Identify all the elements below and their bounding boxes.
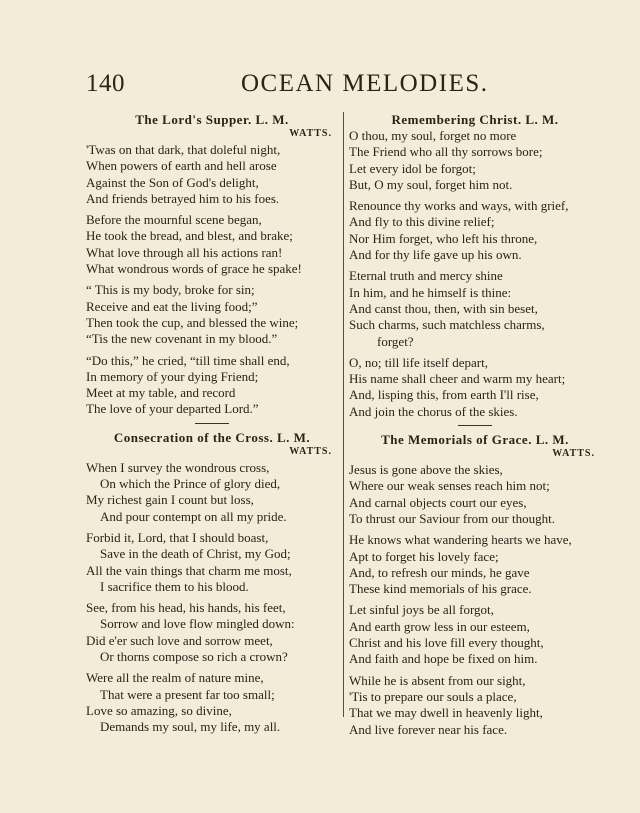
verse-line: Did e'er such love and sorrow meet, — [86, 632, 273, 648]
verse-line: To thrust our Saviour from our thought. — [349, 510, 555, 526]
verse-line: Or thorns compose so rich a crown? — [100, 649, 288, 665]
verse-line: Love so amazing, so divine, — [86, 702, 232, 718]
left-column — [86, 112, 338, 741]
verse-line: Against the Son of God's delight, — [86, 174, 259, 190]
stanza — [349, 128, 601, 193]
stanza — [349, 532, 601, 597]
verse-line: On which the Prince of glory died, — [100, 476, 281, 492]
verse-line: Where our weak senses reach him not; — [349, 478, 550, 494]
verse-line: See, from his head, his hands, his feet, — [86, 600, 286, 616]
verse-line: Were all the realm of nature mine, — [86, 670, 264, 686]
verse-line: In memory of your dying Friend; — [86, 368, 259, 384]
verse-line: Eternal truth and mercy shine — [349, 268, 503, 284]
stanza — [86, 460, 338, 525]
verse-line: What wondrous words of grace he spake! — [86, 261, 302, 277]
stanza — [349, 673, 601, 738]
verse-line: Let every idol be forgot; — [349, 160, 476, 176]
verse-line: But, O my soul, forget him not. — [349, 176, 513, 192]
stanza — [349, 462, 601, 527]
verse-line: While he is absent from our sight, — [349, 672, 526, 688]
stanza — [86, 212, 338, 277]
verse-line: Then took the cup, and blessed the wine; — [86, 314, 299, 330]
verse-line: And earth grow less in our esteem, — [349, 618, 530, 634]
verse-line: I sacrifice them to his blood. — [100, 578, 249, 594]
hymn-author: WATTS. — [289, 445, 332, 457]
hymn-title: Consecration of the Cross. L. M. — [113, 429, 311, 445]
verse-line: Apt to forget his lovely face; — [349, 548, 499, 564]
stanza — [86, 142, 338, 207]
verse-line: 'Twas on that dark, that doleful night, — [86, 142, 281, 157]
stanza — [86, 282, 338, 347]
hymn-consecration-of-the-cross — [86, 430, 338, 736]
verse-line: The love of your departed Lord.” — [86, 401, 259, 417]
verse-line: Before the mournful scene began, — [86, 212, 262, 228]
verse-line: These kind memorials of his grace. — [349, 581, 532, 597]
page-number: 140 — [86, 70, 125, 97]
stanza — [349, 198, 601, 263]
verse-line: Save in the death of Christ, my God; — [100, 546, 291, 562]
verse-line: When powers of earth and hell arose — [86, 158, 277, 174]
column-divider — [343, 112, 344, 717]
stanza — [86, 530, 338, 595]
hymn-memorials-of-grace — [349, 432, 601, 738]
verse-line: That were a present far too small; — [100, 686, 275, 702]
verse-line: And friends betrayed him to his foes. — [86, 190, 280, 206]
verse-line: 'Tis to prepare our souls a place, — [349, 688, 517, 704]
verse-line: Demands my soul, my life, my all. — [100, 719, 281, 735]
verse-line: And canst thou, then, with sin beset, — [349, 300, 538, 316]
verse-line: His name shall cheer and warm my heart; — [349, 371, 566, 387]
verse-line: Such charms, such matchless charms, — [349, 317, 545, 333]
section-rule — [458, 425, 492, 426]
verse-line: He knows what wandering hearts we have, — [349, 532, 572, 548]
hymn-lords-supper — [86, 112, 338, 418]
verse-line: “ This is my body, broke for sin; — [86, 282, 255, 298]
right-column — [349, 112, 601, 743]
verse-line: And for thy life gave up his own. — [349, 247, 522, 263]
verse-line: The Friend who all thy sorrows bore; — [349, 144, 543, 160]
stanza — [349, 268, 601, 349]
hymn-title: The Lord's Supper. L. M. — [135, 112, 289, 127]
verse-line: “Tis the new covenant in my blood.” — [86, 331, 278, 347]
verse-line: And live forever near his face. — [349, 721, 508, 737]
hymn-remembering-christ — [349, 112, 601, 420]
verse-line: O thou, my soul, forget no more — [349, 128, 517, 143]
verse-line: And, to refresh our minds, he gave — [349, 564, 530, 580]
verse-line: Meet at my table, and record — [86, 385, 236, 401]
verse-line: Renounce thy works and ways, with grief, — [349, 198, 569, 214]
verse-line: Let sinful joys be all forgot, — [349, 602, 494, 618]
running-head: OCEAN MELODIES. — [241, 70, 489, 97]
stanza — [86, 670, 338, 735]
verse-line: And pour contempt on all my pride. — [100, 508, 287, 524]
hymn-title: Remembering Christ. L. M. — [391, 112, 559, 127]
verse-line: When I survey the wondrous cross, — [86, 459, 270, 475]
verse-line: Jesus is gone above the skies, — [349, 462, 503, 478]
verse-line: Receive and eat the living food;” — [86, 298, 258, 314]
verse-line: Sorrow and love flow mingled down: — [100, 616, 295, 632]
verse-line: And, lisping this, from earth I'll rise, — [349, 387, 539, 403]
verse-line: O, no; till life itself depart, — [349, 354, 488, 370]
stanza — [349, 355, 601, 420]
hymn-author: WATTS. — [552, 448, 595, 460]
verse-line: And faith and hope be fixed on him. — [349, 651, 538, 667]
section-rule — [195, 423, 229, 424]
verse-line: Forbid it, Lord, that I should boast, — [86, 529, 269, 545]
hymn-author: WATTS. — [289, 128, 332, 139]
verse-line: forget? — [377, 333, 414, 349]
verse-line: All the vain things that charm me most, — [86, 562, 292, 578]
verse-line: My richest gain I count but loss, — [86, 492, 254, 508]
hymn-title: The Memorials of Grace. L. M. — [381, 432, 569, 448]
verse-line: “Do this,” he cried, “till time shall end, — [86, 352, 290, 368]
verse-line: Christ and his love fill every thought, — [349, 635, 544, 651]
stanza — [86, 600, 338, 665]
verse-line: Nor Him forget, who left his throne, — [349, 230, 538, 246]
verse-line: And join the chorus of the skies. — [349, 403, 518, 419]
verse-line: What love through all his actions ran! — [86, 244, 283, 260]
verse-line: That we may dwell in heavenly light, — [349, 705, 543, 721]
verse-line: He took the bread, and blest, and brake; — [86, 228, 293, 244]
stanza — [86, 353, 338, 418]
verse-line: And fly to this divine relief; — [349, 214, 495, 230]
verse-line: In him, and he himself is thine: — [349, 284, 512, 300]
stanza — [349, 602, 601, 667]
page-header — [86, 70, 606, 104]
verse-line: And carnal objects court our eyes, — [349, 494, 527, 510]
